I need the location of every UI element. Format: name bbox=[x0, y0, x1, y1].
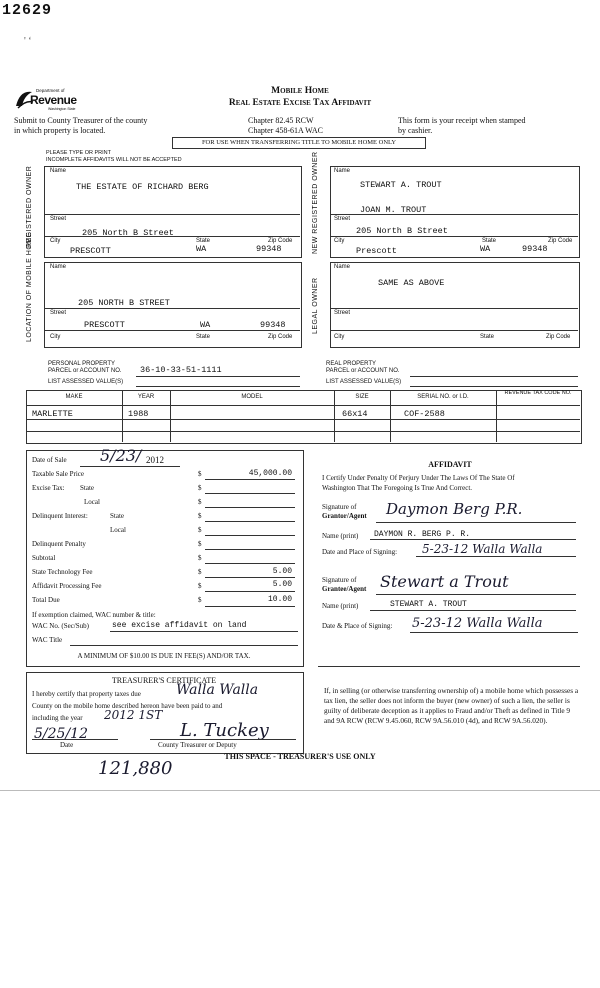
wac-no-label: WAC No. (Sec/Sub) bbox=[32, 622, 89, 630]
new-city-label: City bbox=[334, 238, 345, 244]
real-assessed-label: LIST ASSESSED VALUE(S) bbox=[326, 379, 402, 385]
dollar-sign: $ bbox=[198, 526, 202, 534]
loc-street-label: Street bbox=[50, 310, 67, 316]
new-owner-zip: 99348 bbox=[522, 244, 548, 254]
col-tax-code: REVENUE TAX CODE NO. bbox=[504, 390, 572, 396]
col-size: SIZE bbox=[355, 394, 369, 400]
grantor-date-label: Date and Place of Signing: bbox=[322, 548, 398, 556]
grantor-name: DAYMON R. BERG P. R. bbox=[374, 530, 471, 539]
treasurer-year: 2012 1ST bbox=[104, 708, 163, 722]
submit-line-1: Submit to County Treasurer of the county bbox=[14, 116, 148, 125]
dollar-sign: $ bbox=[198, 568, 202, 576]
handwritten-number: 121,880 bbox=[98, 758, 173, 779]
interest-local-label: Local bbox=[110, 526, 126, 534]
use-notice: FOR USE WHEN TRANSFERRING TITLE TO MOBILE HOME ONLY bbox=[172, 137, 426, 149]
receipt-line-2: by cashier. bbox=[398, 126, 433, 135]
legal-owner-name: SAME AS ABOVE bbox=[378, 278, 445, 288]
reg-owner-name: THE ESTATE OF RICHARD BERG bbox=[76, 182, 209, 192]
date-of-sale-label: Date of Sale bbox=[32, 456, 67, 464]
interest-label: Delinquent Interest: bbox=[32, 512, 88, 520]
treasurer-county: Walla Walla bbox=[176, 682, 259, 698]
excise-tax-label: Excise Tax: bbox=[32, 484, 65, 492]
print-note-2: INCOMPLETE AFFIDAVITS WILL NOT BE ACCEPTED bbox=[46, 157, 182, 163]
tech-fee: 5.00 bbox=[272, 567, 292, 576]
treasurer-date: 5/25/12 bbox=[34, 726, 88, 742]
dollar-sign: $ bbox=[198, 498, 202, 506]
affidavit-certify-2: Washington That The Foregoing Is True And Correct. bbox=[322, 484, 473, 492]
reg-owner-state: WA bbox=[196, 244, 207, 254]
scan-mark: ' ‘ bbox=[24, 36, 32, 47]
loc-state-label: State bbox=[196, 334, 211, 340]
reg-street-label: Street bbox=[50, 216, 67, 222]
reg-owner-zip: 99348 bbox=[256, 244, 282, 254]
real-property-label: REAL PROPERTY bbox=[326, 361, 377, 367]
loc-name-label: Name bbox=[50, 264, 67, 270]
location-side-label: LOCATION OF MOBILE HOME bbox=[26, 232, 33, 342]
chapter-wac: Chapter 458-61A WAC bbox=[248, 126, 323, 135]
chapter-rcw: Chapter 82.45 RCW bbox=[248, 116, 314, 125]
legal-street-label: Street bbox=[334, 310, 351, 316]
exemption-label: If exemption claimed, WAC number & title: bbox=[32, 611, 156, 619]
total-due-label: Total Due bbox=[32, 596, 60, 604]
grantee-sig-label-1: Signature of bbox=[322, 576, 357, 584]
revenue-logo bbox=[14, 88, 84, 114]
grantee-sig-label-2: Grantee/Agent bbox=[322, 585, 367, 593]
reg-state-label: State bbox=[196, 238, 211, 244]
loc-zip-label: Zip Code bbox=[268, 334, 293, 340]
reg-owner-street: 205 North B Street bbox=[82, 228, 174, 238]
legal-name-label: Name bbox=[334, 264, 351, 270]
dollar-sign: $ bbox=[198, 470, 202, 478]
excise-local-label: Local bbox=[84, 498, 100, 506]
new-street-label: Street bbox=[334, 216, 351, 222]
personal-parcel-label: PARCEL or ACCOUNT NO. bbox=[48, 368, 122, 374]
legal-zip-label: Zip Code bbox=[546, 334, 571, 340]
reg-owner-city: PRESCOTT bbox=[70, 246, 111, 256]
dollar-sign: $ bbox=[198, 540, 202, 548]
stamp-number: 12629 bbox=[2, 2, 53, 19]
legal-state-label: State bbox=[480, 334, 495, 340]
processing-fee-label: Affidavit Processing Fee bbox=[32, 582, 102, 590]
affidavit-heading: AFFIDAVIT bbox=[428, 460, 472, 469]
grantor-sig-label-2: Grantor/Agent bbox=[322, 512, 367, 520]
taxable-price-label: Taxable Sale Price bbox=[32, 470, 84, 478]
treasurer-use-notice: THIS SPACE - TREASURER'S USE ONLY bbox=[224, 752, 376, 761]
logo-dept: Department of bbox=[36, 88, 65, 93]
real-parcel-label: PARCEL or ACCOUNT NO. bbox=[326, 368, 400, 374]
grantor-date-place: 5-23-12 Walla Walla bbox=[422, 542, 543, 556]
form-title-2: Real Estate Excise Tax Affidavit bbox=[228, 98, 372, 108]
logo-sub: Washington State bbox=[48, 107, 76, 111]
tech-fee-label: State Technology Fee bbox=[32, 568, 93, 576]
minimum-notice: A MINIMUM OF $10.00 IS DUE IN FEE(S) AND/OR TAX. bbox=[77, 652, 251, 660]
legal-city-label: City bbox=[334, 334, 345, 340]
row-size: 66x14 bbox=[342, 409, 368, 419]
new-zip-label: Zip Code bbox=[548, 238, 573, 244]
legal-owner-box bbox=[330, 262, 580, 348]
row-year: 1988 bbox=[128, 409, 149, 419]
dollar-sign: $ bbox=[198, 484, 202, 492]
col-serial: SERIAL NO. or I.D. bbox=[417, 394, 469, 400]
penalty-label: Delinquent Penalty bbox=[32, 540, 86, 548]
grantee-name-label: Name (print) bbox=[322, 602, 359, 610]
date-of-sale-hand: 5/23/ bbox=[100, 446, 142, 465]
wac-no-value: see excise affidavit on land bbox=[112, 621, 247, 630]
reg-name-label: Name bbox=[50, 168, 67, 174]
location-city: PRESCOTT bbox=[84, 320, 125, 330]
treasurer-line-1: I hereby certify that property taxes due bbox=[32, 690, 141, 698]
dollar-sign: $ bbox=[198, 512, 202, 520]
treasurer-heading: TREASURER'S CERTIFICATE bbox=[111, 676, 217, 685]
dollar-sign: $ bbox=[198, 596, 202, 604]
wac-title-label: WAC Title bbox=[32, 636, 63, 644]
interest-state-label: State bbox=[110, 512, 124, 520]
new-name-label: Name bbox=[334, 168, 351, 174]
row-serial: COF-2588 bbox=[404, 409, 445, 419]
processing-fee: 5.00 bbox=[272, 580, 292, 589]
location-zip: 99348 bbox=[260, 320, 286, 330]
loc-city-label: City bbox=[50, 334, 61, 340]
legal-owner-side-label: LEGAL OWNER bbox=[312, 277, 319, 334]
dollar-sign: $ bbox=[198, 554, 202, 562]
affidavit-certify-1: I Certify Under Penalty Of Perjury Under The Laws Of The State Of bbox=[322, 474, 515, 482]
grantor-signature: Daymon Berg P.R. bbox=[386, 500, 523, 518]
fees-box bbox=[26, 450, 304, 667]
new-owner-name-1: STEWART A. TROUT bbox=[360, 180, 442, 190]
dollar-sign: $ bbox=[198, 582, 202, 590]
taxable-price: 45,000.00 bbox=[248, 469, 292, 478]
subtotal-label: Subtotal bbox=[32, 554, 56, 562]
print-note-1: PLEASE TYPE OR PRINT bbox=[46, 150, 112, 156]
treasurer-line-3: including the year bbox=[32, 714, 83, 722]
form-title-1: Mobile Home bbox=[271, 86, 329, 96]
grantee-date-label: Date & Place of Signing: bbox=[322, 622, 393, 630]
receipt-line-1: This form is your receipt when stamped bbox=[398, 116, 526, 125]
treasurer-signature: L. Tuckey bbox=[180, 720, 269, 741]
grantor-sig-label-1: Signature of bbox=[322, 503, 357, 511]
logo-main: Revenue bbox=[30, 93, 77, 107]
location-address: 205 NORTH B STREET bbox=[78, 298, 170, 308]
grantor-name-label: Name (print) bbox=[322, 532, 359, 540]
grantee-signature: Stewart a Trout bbox=[380, 572, 509, 591]
new-owner-state: WA bbox=[480, 244, 491, 254]
treasurer-line-2: County on the mobile home described hereon have been paid to and bbox=[32, 702, 223, 710]
row-make: MARLETTE bbox=[32, 409, 73, 419]
registered-owner-side-label: REGISTERED OWNER bbox=[26, 165, 33, 248]
new-owner-name-2: JOAN M. TROUT bbox=[360, 205, 427, 215]
date-of-sale-year: 2012 bbox=[146, 455, 164, 465]
col-year: YEAR bbox=[137, 394, 155, 400]
grantee-date-place: 5-23-12 Walla Walla bbox=[412, 616, 543, 631]
new-owner-street: 205 North B Street bbox=[356, 226, 448, 236]
reg-zip-label: Zip Code bbox=[268, 238, 293, 244]
reg-city-label: City bbox=[50, 238, 61, 244]
grantee-name: STEWART A. TROUT bbox=[390, 600, 467, 609]
new-owner-side-label: NEW REGISTERED OWNER bbox=[312, 151, 319, 254]
excise-state-label: State bbox=[80, 484, 94, 492]
personal-assessed-label: LIST ASSESSED VALUE(S) bbox=[48, 379, 124, 385]
submit-line-2: in which property is located. bbox=[14, 126, 106, 135]
tax-lien-warning: If, in selling (or otherwise transferring ownership of) a mobile home which possesses a tax lien, the seller does not inform the buyer (new owner) of such a lien, the seller is guilty of deliberate deception as it applies to Fraud and/or Theft as defined in Title 9 and 9A RCW (RCW 9.45.060, RCW 9A.56.010 (4d), and RCW 9A.56.020). bbox=[324, 686, 579, 725]
col-model: MODEL bbox=[241, 394, 263, 400]
treasurer-sig-label: County Treasurer or Deputy bbox=[158, 741, 237, 749]
treasurer-date-label: Date bbox=[60, 741, 74, 749]
personal-parcel-value: 36-10-33-51-1111 bbox=[140, 365, 222, 375]
location-state: WA bbox=[200, 320, 211, 330]
total-due: 10.00 bbox=[267, 595, 292, 604]
new-owner-city: Prescott bbox=[356, 246, 397, 256]
scan-edge bbox=[0, 790, 600, 791]
personal-property-label: PERSONAL PROPERTY bbox=[48, 361, 116, 367]
col-make: MAKE bbox=[65, 394, 83, 400]
new-state-label: State bbox=[482, 238, 497, 244]
